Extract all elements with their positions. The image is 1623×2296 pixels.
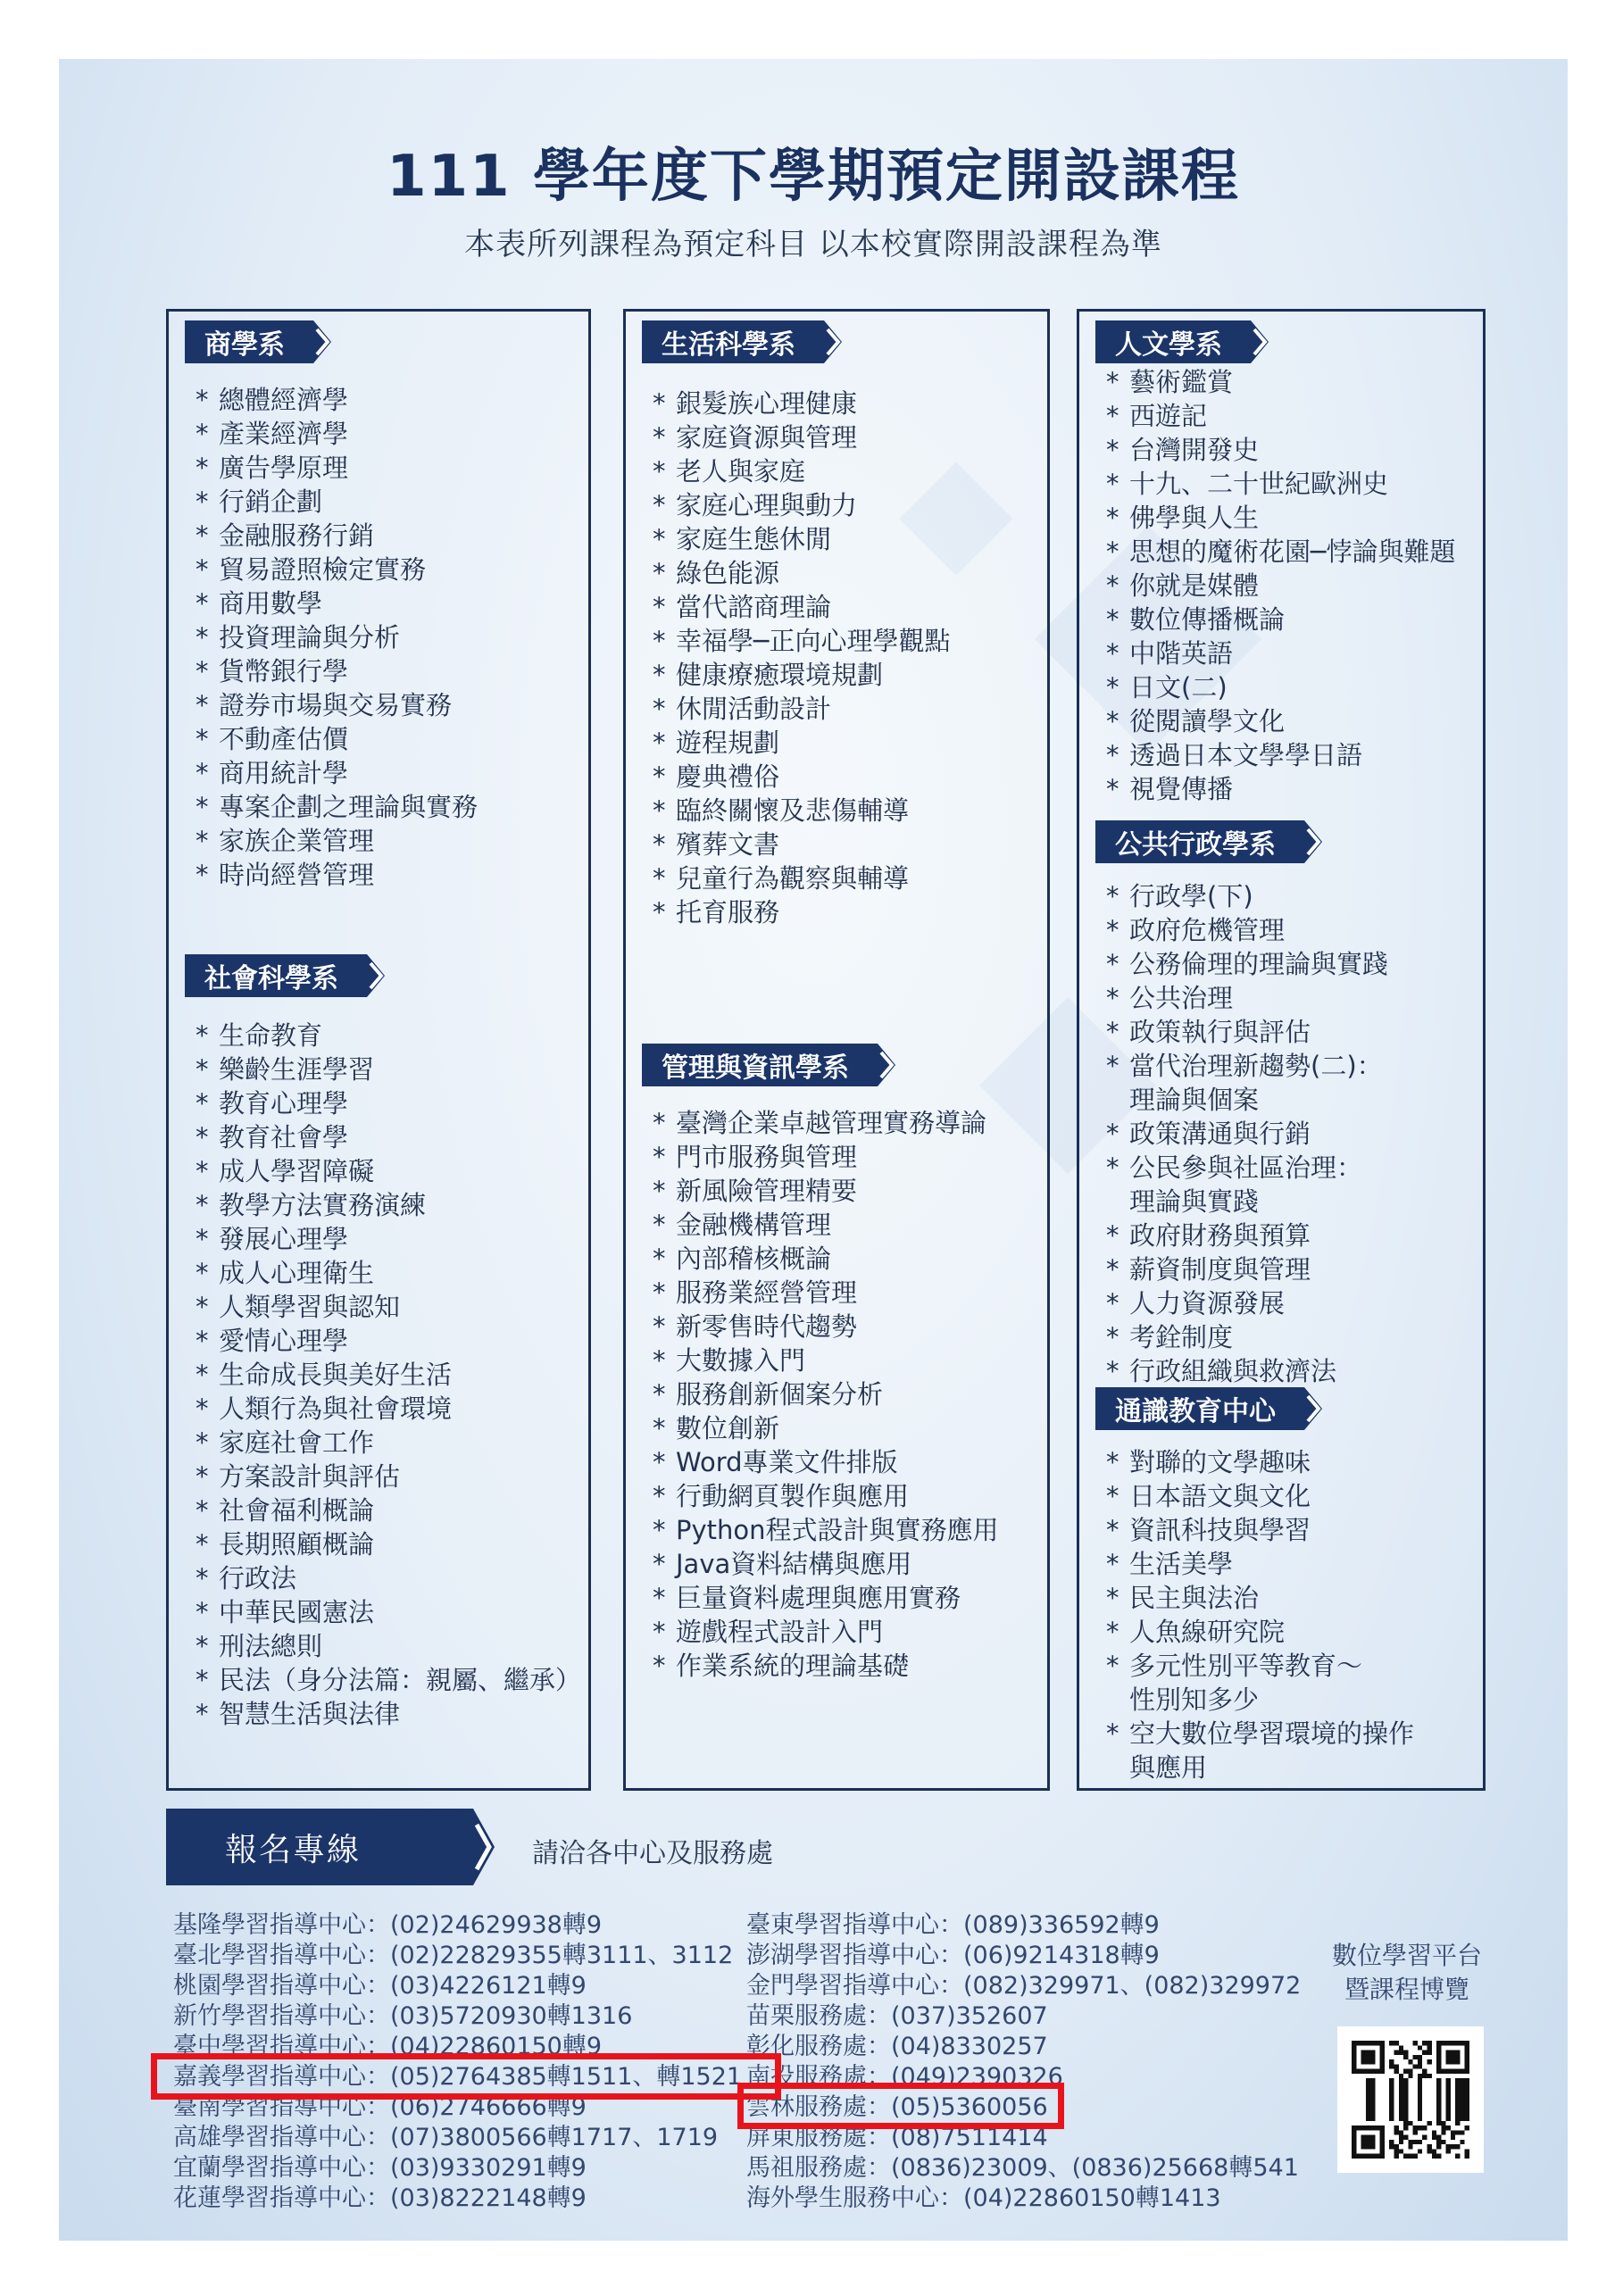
page-title: 111 學年度下學期預定開設課程 (387, 144, 1240, 210)
course-item: * 家庭社會工作 (196, 1426, 581, 1460)
contact-item: 高雄學習指導中心：(07)3800566轉1717、1719 (173, 2124, 719, 2151)
course-list-public-admin (1106, 879, 1388, 1388)
course-item: * 托育服務 (653, 895, 950, 929)
course-item: * 殯葬文書 (653, 828, 950, 861)
course-item: * 政策溝通與行銷 (1106, 1117, 1388, 1151)
course-item: * Word專業文件排版 (653, 1445, 999, 1479)
contact-item: 海外學生服務中心：(04)22860150轉1413 (746, 2184, 1221, 2212)
course-item: * 對聯的文學趣味 (1106, 1445, 1414, 1479)
course-item: * 視覺傳播 (1106, 772, 1455, 806)
chevron-right-icon (1295, 1387, 1328, 1430)
contact-list-right (746, 1910, 1301, 2214)
course-item: * 行政組織與救濟法 (1106, 1354, 1388, 1388)
course-item: * 透過日本文學學日語 (1106, 738, 1455, 772)
qr-code-icon (1352, 2041, 1469, 2159)
course-list-humanities (1106, 365, 1455, 806)
contact-item: 屏東服務處：(08)7511414 (746, 2124, 1048, 2151)
course-item: * 總體經濟學 (196, 383, 478, 417)
course-item: * 中階英語 (1106, 636, 1455, 670)
dept-header-life (642, 320, 847, 363)
course-item: * 證券市場與交易實務 (196, 688, 478, 722)
course-item: * 生活美學 (1106, 1547, 1414, 1581)
course-item: 理論與個案 (1129, 1085, 1260, 1115)
course-item: * 老人與家庭 (653, 454, 950, 488)
dept-header-public-admin (1095, 820, 1328, 863)
course-item: * 公務倫理的理論與實踐 (1106, 947, 1388, 981)
dept-name: 社會科學系 (185, 954, 358, 997)
course-item: * 十九、二十世紀歐洲史 (1106, 467, 1455, 501)
course-item: * 考銓制度 (1106, 1320, 1388, 1354)
dept-name: 公共行政學系 (1095, 820, 1295, 863)
course-item: * 中華民國憲法 (196, 1595, 581, 1629)
contact-item: 臺北學習指導中心：(02)22829355轉3111、3112 (173, 1942, 734, 1969)
course-item: * 政府危機管理 (1106, 913, 1388, 947)
course-item: * 休閒活動設計 (653, 692, 950, 726)
course-item: * 公共治理 (1106, 981, 1388, 1015)
course-item: * 智慧生活與法律 (196, 1697, 581, 1731)
course-item: * 政府財務與預算 (1106, 1219, 1388, 1252)
course-item: * 數位傳播概論 (1106, 603, 1455, 636)
course-item: * 社會福利概論 (196, 1493, 581, 1527)
course-item: * 時尚經營管理 (196, 858, 478, 892)
column-right (1077, 309, 1486, 1791)
dept-name: 通識教育中心 (1095, 1387, 1295, 1430)
chevron-right-icon (815, 320, 847, 363)
course-item: 與應用 (1129, 1752, 1208, 1783)
highlight-box-chiayi (151, 2053, 781, 2100)
course-item: * 服務創新個案分析 (653, 1377, 999, 1411)
course-list-business (196, 383, 478, 892)
course-list-social (196, 1019, 581, 1731)
course-item: * 數位創新 (653, 1411, 999, 1445)
course-item: * 大數據入門 (653, 1343, 999, 1377)
course-list-mis (653, 1106, 999, 1683)
course-item: * 公民參與社區治理： (1106, 1151, 1388, 1185)
contact-item: 新竹學習指導中心：(03)5720930轉1316 (173, 2002, 633, 2030)
contact-item: 南投服務處：(049)2390326 (746, 2063, 1063, 2091)
course-item: * 綠色能源 (653, 556, 950, 590)
course-item: * 刑法總則 (196, 1629, 581, 1663)
course-item: * 作業系統的理論基礎 (653, 1649, 999, 1683)
course-item: * 人類學習與認知 (196, 1290, 581, 1324)
dept-header-humanities (1095, 320, 1274, 363)
course-item: * 生命教育 (196, 1019, 581, 1052)
course-item: * 銀髮族心理健康 (653, 387, 950, 420)
chevron-right-icon (1242, 320, 1274, 363)
course-item: * 行政法 (196, 1561, 581, 1595)
course-item: * 當代治理新趨勢(二)： (1106, 1049, 1388, 1083)
course-item: * 生命成長與美好生活 (196, 1358, 581, 1392)
course-item: * 教學方法實務演練 (196, 1188, 581, 1222)
contact-item: 宜蘭學習指導中心：(03)9330291轉9 (173, 2154, 587, 2182)
registration-tab (166, 1809, 500, 1885)
column-left (166, 309, 591, 1791)
dept-name: 人文學系 (1095, 320, 1242, 363)
chevron-right-icon (461, 1809, 500, 1885)
course-item: * 臺灣企業卓越管理實務導論 (653, 1106, 999, 1140)
course-item: * 遊戲程式設計入門 (653, 1615, 999, 1649)
chevron-right-icon (1295, 820, 1328, 863)
contact-item: 桃園學習指導中心：(03)4226121轉9 (173, 1972, 587, 2000)
course-item: * 幸福學─正向心理學觀點 (653, 624, 950, 658)
course-item: 性別知多少 (1129, 1685, 1260, 1715)
registration-label: 報名專線 (166, 1809, 461, 1885)
dept-name: 生活科學系 (642, 320, 815, 363)
course-item: * 西遊記 (1106, 399, 1455, 433)
course-item: * 服務業經營管理 (653, 1276, 999, 1310)
course-item: * 健康療癒環境規劃 (653, 658, 950, 692)
dept-name: 管理與資訊學系 (642, 1044, 869, 1086)
contact-item: 澎湖學習指導中心：(06)9214318轉9 (746, 1942, 1160, 1969)
course-item: * 投資理論與分析 (196, 620, 478, 654)
contact-item: 臺南學習指導中心：(06)2746666轉9 (173, 2093, 587, 2121)
course-item: * 內部稽核概論 (653, 1242, 999, 1276)
poster (59, 59, 1568, 2241)
course-item: * 愛情心理學 (196, 1324, 581, 1358)
course-item: * 方案設計與評估 (196, 1460, 581, 1493)
contact-item: 花蓮學習指導中心：(03)8222148轉9 (173, 2184, 587, 2212)
contact-item: 基隆學習指導中心：(02)24629938轉9 (173, 1911, 603, 1939)
course-item: * 成人心理衛生 (196, 1256, 581, 1290)
course-item: * 台灣開發史 (1106, 433, 1455, 467)
course-item: * 藝術鑑賞 (1106, 365, 1455, 399)
course-item: * 門市服務與管理 (653, 1140, 999, 1174)
contact-item: 臺中學習指導中心：(04)22860150轉9 (173, 2033, 603, 2060)
course-item: * 從閱讀學文化 (1106, 704, 1455, 738)
course-item: * Python程式設計與實務應用 (653, 1513, 999, 1547)
course-item: * 樂齡生涯學習 (196, 1052, 581, 1086)
contact-item: 雲林服務處：(05)5360056 (746, 2093, 1048, 2121)
course-item: * 成人學習障礙 (196, 1154, 581, 1188)
highlight-box-yunlin (737, 2083, 1064, 2129)
course-item: * 不動產估價 (196, 722, 478, 756)
qr-code[interactable] (1337, 2026, 1484, 2173)
contact-item: 彰化服務處：(04)8330257 (746, 2033, 1048, 2060)
contact-item: 嘉義學習指導中心：(05)2764385轉1511、轉1521 (173, 2063, 743, 2091)
dept-header-business (185, 320, 337, 363)
course-item: * 商用統計學 (196, 756, 478, 790)
course-item: * 民主與法治 (1106, 1581, 1414, 1615)
course-item: * 商用數學 (196, 586, 478, 620)
platform-caption (1309, 1939, 1505, 2007)
course-item: 理論與實踐 (1129, 1186, 1260, 1217)
course-item: * 日本語文與文化 (1106, 1479, 1414, 1513)
course-item: * 行動網頁製作與應用 (653, 1479, 999, 1513)
course-item: * 民法（身分法篇：親屬、繼承） (196, 1663, 581, 1697)
course-item: * 家庭生態休閒 (653, 522, 950, 556)
course-item: * 你就是媒體 (1106, 569, 1455, 603)
course-item: * 人力資源發展 (1106, 1286, 1388, 1320)
course-item: * 遊程規劃 (653, 726, 950, 760)
course-item: * 長期照顧概論 (196, 1527, 581, 1561)
course-item: * 兒童行為觀察與輔導 (653, 861, 950, 895)
course-item: * 日文(二) (1106, 670, 1455, 704)
course-item: * 巨量資料處理與應用實務 (653, 1581, 999, 1615)
chevron-right-icon (304, 320, 337, 363)
contact-item: 金門學習指導中心：(082)329971、(082)329972 (746, 1972, 1302, 2000)
course-item: * 資訊科技與學習 (1106, 1513, 1414, 1547)
platform-line: 數位學習平台 (1331, 1941, 1482, 1970)
chevron-right-icon (358, 954, 390, 997)
column-middle (623, 309, 1050, 1791)
course-item: * 教育社會學 (196, 1120, 581, 1154)
contact-item: 苗栗服務處：(037)352607 (746, 2002, 1048, 2030)
course-item: * 政策執行與評估 (1106, 1015, 1388, 1049)
course-item: * 金融服務行銷 (196, 519, 478, 553)
course-item: * 教育心理學 (196, 1086, 581, 1120)
course-item: * 家庭資源與管理 (653, 420, 950, 454)
dept-header-general-ed (1095, 1387, 1328, 1430)
course-item: * 專案企劃之理論與實務 (196, 790, 478, 824)
course-item: * 貨幣銀行學 (196, 654, 478, 688)
course-item: * 當代諮商理論 (653, 590, 950, 624)
course-item: * 人類行為與社會環境 (196, 1392, 581, 1426)
course-item: * 行銷企劃 (196, 485, 478, 519)
course-list-general-ed (1106, 1445, 1414, 1784)
registration-note: 請洽各中心及服務處 (532, 1838, 773, 1869)
course-item: * 多元性別平等教育～ (1106, 1649, 1414, 1683)
course-item: * 新風險管理精要 (653, 1174, 999, 1208)
course-item: * 慶典禮俗 (653, 760, 950, 794)
course-item: * 空大數位學習環境的操作 (1106, 1717, 1414, 1751)
course-item: * 發展心理學 (196, 1222, 581, 1256)
dept-header-social (185, 954, 390, 997)
course-item: * 廣告學原理 (196, 451, 478, 485)
course-item: * Java資料結構與應用 (653, 1547, 999, 1581)
course-item: * 臨終關懷及悲傷輔導 (653, 794, 950, 828)
course-item: * 產業經濟學 (196, 417, 478, 451)
course-item: * 金融機構管理 (653, 1208, 999, 1242)
contact-item: 臺東學習指導中心：(089)336592轉9 (746, 1911, 1160, 1939)
platform-line: 暨課程博覽 (1344, 1975, 1469, 2004)
course-item: * 思想的魔術花園─悖論與難題 (1106, 535, 1455, 569)
course-item: * 人魚線研究院 (1106, 1615, 1414, 1649)
course-item: * 家庭心理與動力 (653, 488, 950, 522)
dept-header-mis (642, 1044, 901, 1086)
dept-name: 商學系 (185, 320, 304, 363)
course-item: * 新零售時代趨勢 (653, 1310, 999, 1343)
course-item: * 行政學(下) (1106, 879, 1388, 913)
contact-item: 馬祖服務處：(0836)23009、(0836)25668轉541 (746, 2154, 1299, 2182)
course-item: * 佛學與人生 (1106, 501, 1455, 535)
chevron-right-icon (869, 1044, 901, 1086)
course-list-life (653, 387, 950, 929)
course-item: * 家族企業管理 (196, 824, 478, 858)
course-item: * 貿易證照檢定實務 (196, 553, 478, 586)
course-item: * 薪資制度與管理 (1106, 1252, 1388, 1286)
page-subtitle: 本表所列課程為預定科目 以本校實際開設課程為準 (464, 227, 1162, 262)
